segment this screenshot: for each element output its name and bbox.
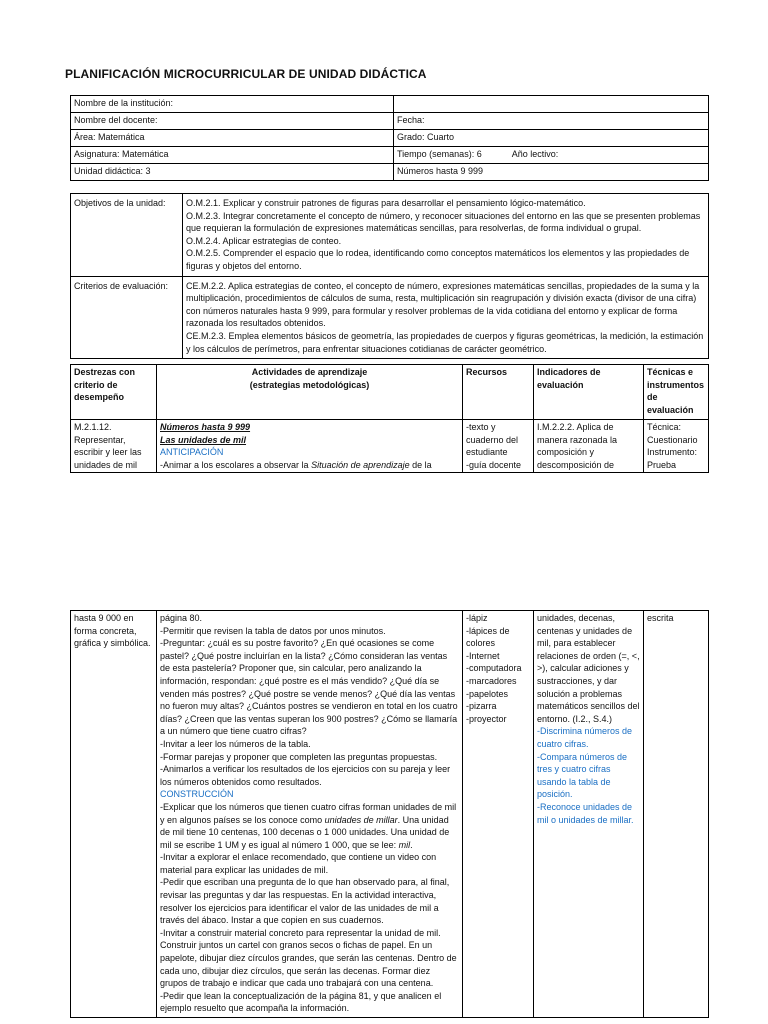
objectives-table	[70, 193, 709, 359]
criteria-line: CE.M.2.3. Emplea elementos básicos de geometría, las propiedades de cuerpos y figuras geométricas, la medición, la estimación y los cálculos de perímetros, para enfrentar situaciones cotidianas de carácter geométrico.	[186, 330, 704, 354]
institution-cell: Nombre de la institución:	[71, 96, 394, 113]
header-actividades	[157, 365, 463, 420]
activity-title: Números hasta 9 999	[160, 422, 251, 432]
phase-construccion: CONSTRUCCIÓN	[160, 789, 234, 800]
area-cell: Área: Matemática	[71, 130, 394, 147]
objectives-label: Objetivos de la unidad:	[71, 194, 183, 277]
indicator-blue-item: -Discrimina números de cuatro cifras.	[537, 726, 633, 749]
activities-table-bottom	[70, 610, 709, 1018]
destreza-cell: M.2.1.12. Representar, escribir y leer las unidades de mil	[71, 420, 157, 473]
activity-text-italic-2: mil	[398, 839, 411, 850]
time-cell	[394, 147, 709, 164]
technique-cell: escrita	[644, 611, 709, 1018]
page-title: PLANIFICACIÓN MICROCURRICULAR DE UNIDAD DIDÁCTICA	[65, 67, 427, 81]
topic-cell: Números hasta 9 999	[394, 164, 709, 181]
school-year: Año lectivo:	[511, 149, 559, 159]
date-cell: Fecha:	[394, 113, 709, 130]
activity-subtitle: Las unidades de mil	[160, 434, 247, 445]
activity-text-c: .	[410, 839, 413, 850]
header-actividades-title: Actividades de aprendizaje	[251, 367, 368, 377]
indicator-blue-item: -Compara números de tres y cuatro cifras usando la tabla de posición.	[537, 751, 628, 800]
header-destrezas: Destrezas con criterio de desempeño	[71, 365, 157, 420]
activity-paragraph: -Invitar a explorar el enlace recomendado, que contiene un video con material para explicar las unidades de mil. -Pedir que escriban una pregunta de lo que han observado para, al final, revisar las preguntas y dar las respuestas. En la actividad interactiva, resolver los ejercicios para identificar el valor de las unidades de mil a través del ábaco. Instar a que copien en sus cuadernos. -Invitar a construir material concreto para representar la unidad de mil. Construir juntos un cartel con granos secos o fichas de papel. En un papelote, dibujar diez círculos grandes, que serán las centenas. Dentro de cada uno, dibujar diez círculos, que serán las decenas. Formar diez grupos de trabajo e indicar que cada uno trabajará con una centena. -Pedir que lean la conceptualización de la página 81, y que analicen el ejemplo resuelto que acompaña la información.	[160, 852, 457, 1014]
objective-line: O.M.2.4. Aplicar estrategias de conteo.	[186, 235, 342, 246]
subject-cell: Asignatura: Matemática	[71, 147, 394, 164]
activity-text-italic: unidades de millar	[324, 814, 398, 825]
header-tecnicas: Técnicas e instrumentos de evaluación	[644, 365, 709, 420]
empty-cell	[394, 96, 709, 113]
objective-line: O.M.2.3. Integrar concretamente el concepto de número, y reconocer situaciones del entorno en las que se presenten problemas que requieran la formulación de expresiones matemáticas sencillas, para resolverlas, de forma individual o grupal.	[186, 210, 701, 234]
activities-table-top	[70, 364, 709, 473]
activity-paragraph: página 80. -Permitir que revisen la tabla de datos por unos minutos. -Preguntar: ¿cuál es su postre favorito? ¿En qué ocasiones se come pastel? ¿Qué postre incluirían en la lista? ¿Cómo consideran las ventas de esta pastelería? Proponer que, sin calcular, pero analizando la información, respondan: ¿qué postre es el más vendido? ¿Qué día se venden más postres? ¿Qué postre se vende menos? ¿Qué día las ventas no fueron muy altas? ¿Cuántos postres se vendieron en total en los cuatro días? ¿Creen que las ventas superan los 900 postres? ¿Cómo se llamaría a un número que tiene cuatro cifras? -Invitar a leer los números de la tabla. -Formar parejas y proponer que completen las preguntas propuestas. -Animarlos a verificar los resultados de los ejercicios con su pareja y leer los números obtenidos como resultados.	[160, 613, 458, 787]
activity-cell	[157, 611, 463, 1018]
destreza-cell: hasta 9 000 en forma concreta, gráfica y simbólica.	[71, 611, 157, 1018]
teacher-cell: Nombre del docente:	[71, 113, 394, 130]
time-weeks: Tiempo (semanas): 6	[397, 149, 482, 159]
objective-line: O.M.2.5. Comprender el espacio que lo rodea, identificando como conceptos matemáticos los elementos y las propiedades de figuras y objetos del entorno.	[186, 248, 690, 271]
indicator-blue-item: -Reconoce unidades de mil o unidades de millar.	[537, 801, 634, 825]
criteria-label: Criterios de evaluación:	[71, 276, 183, 359]
objective-line: O.M.2.1. Explicar y construir patrones de figuras para desarrollar el pensamiento lógico-matemático.	[186, 198, 586, 208]
resources-cell: -texto y cuaderno del estudiante -guía docente	[463, 420, 534, 473]
criteria-text	[183, 276, 709, 359]
activity-text-b: de la	[409, 459, 432, 470]
activity-text-italic: Situación de aprendizaje	[311, 459, 410, 470]
activity-text-a: -Animar a los escolares a observar la	[160, 459, 312, 470]
indicator-text: unidades, decenas, centenas y unidades de mil, para establecer relaciones de orden (=, <, >), calcular adiciones y sustracciones, y dar solución a problemas matemáticos sencillos del entorno. (I.2., S.4.)	[537, 613, 640, 724]
activity-text-a: -Explicar que los números que tienen cuatro cifras forman unidades de mil y en algunos países se los conoce como	[160, 801, 457, 825]
header-actividades-sub: (estrategias metodológicas)	[249, 379, 370, 390]
activity-cell	[157, 420, 463, 473]
objectives-text	[183, 194, 709, 277]
activity-paragraph	[160, 801, 459, 851]
unit-cell: Unidad didáctica: 3	[71, 164, 394, 181]
header-indicadores: Indicadores de evaluación	[534, 365, 644, 420]
activity-text	[160, 459, 459, 472]
technique-cell: Técnica: Cuestionario Instrumento: Prueba	[644, 420, 709, 473]
criteria-line: CE.M.2.2. Aplica estrategias de conteo, el concepto de número, expresiones matemáticas sencillas, propiedades de la suma y la multiplicación, procedimientos de cálculos de suma, resta, multiplicación sin reagrupación y división exacta (divisor de una cifra) con números naturales hasta 9 999, para formular y resolver problemas de la vida cotidiana del entorno y explicar de forma razonada los resultados obtenidos.	[186, 280, 700, 329]
indicator-cell	[534, 611, 644, 1018]
activity-text-b: . Una unidad de mil tiene 10 centenas, 100 decenas o 1 000 unidades. Una unidad de mil se escribe 1 UM y es igual al número 1 000, que se lee:	[160, 814, 450, 850]
grade-cell: Grado: Cuarto	[394, 130, 709, 147]
info-table	[70, 95, 709, 181]
resources-cell: -lápiz -lápices de colores -Internet -computadora -marcadores -papelotes -pizarra -proyector	[463, 611, 534, 1018]
phase-anticipacion: ANTICIPACIÓN	[160, 447, 224, 458]
indicator-cell: I.M.2.2.2. Aplica de manera razonada la composición y descomposición de	[534, 420, 644, 473]
header-recursos: Recursos	[463, 365, 534, 420]
